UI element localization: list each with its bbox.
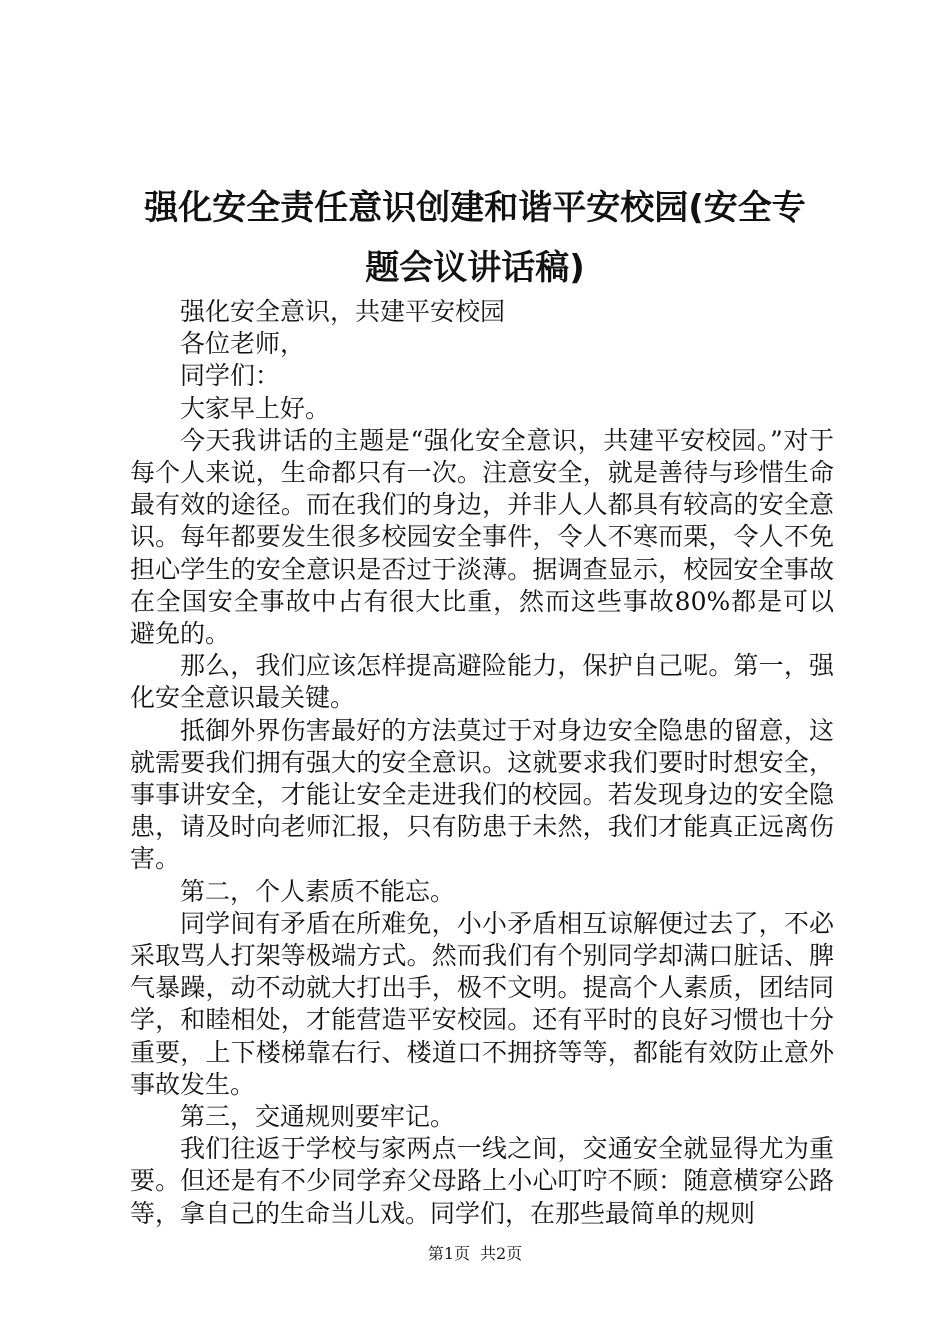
page-total: 共2页	[480, 1244, 523, 1263]
title-line-1: 强化安全责任意识创建和谐平安校园(安全专	[144, 188, 806, 228]
paragraph: 今天我讲话的主题是“强化安全意识，共建平安校园。”对于每个人来说，生命都只有一次。注意安全，就是善待与珍惜生命最有效的途径。而在我们的身边，并非人人都具有较高的安全意识。每年都要发生很多校园安全事件，令人不寒而栗，令人不免担心学生的安全意识是否过于淡薄。据调查显示，校园安全事故在全国安全事故中占有很大比重，然而这些事故80%都是可以避免的。	[130, 425, 834, 649]
paragraph: 抵御外界伤害最好的方法莫过于对身边安全隐患的留意，这就需要我们拥有强大的安全意识。这就要求我们要时时想安全，事事讲安全，才能让安全走进我们的校园。若发现身边的安全隐患，请及时向老师汇报，只有防患于未然，我们才能真正远离伤害。	[130, 715, 834, 874]
paragraph: 我们往返于学校与家两点一线之间，交通安全就显得尤为重要。但还是有不少同学弃父母路上小心叮咛不顾：随意横穿公路等，拿自己的生命当儿戏。同学们，在那些最简单的规则	[130, 1134, 834, 1228]
page-number: 第1页	[427, 1244, 470, 1263]
paragraph: 第三，交通规则要牢记。	[180, 1102, 456, 1132]
paragraph: 同学们：	[180, 361, 281, 391]
paragraph: 强化安全意识，共建平安校园	[180, 297, 506, 326]
document-title	[120, 178, 830, 298]
paragraph: 第二，个人素质不能忘。	[180, 876, 456, 906]
title-line-2: 题会议讲话稿)	[365, 248, 585, 288]
paragraph: 那么，我们应该怎样提高避险能力，保护自己呢。第一，强化安全意识最关键。	[130, 651, 834, 713]
document-body	[130, 296, 834, 1230]
paragraph: 各位老师，	[180, 329, 306, 359]
page-footer	[0, 1244, 950, 1264]
paragraph: 同学间有矛盾在所难免，小小矛盾相互谅解便过去了，不必采取骂人打架等极端方式。然而我们有个别同学却满口脏话、脾气暴躁，动不动就大打出手，极不文明。提高个人素质，团结同学，和睦相处，才能营造平安校园。还有平时的良好习惯也十分重要，上下楼梯靠右行、楼道口不拥挤等等，都能有效防止意外事故发生。	[130, 908, 834, 1099]
paragraph: 大家早上好。	[180, 393, 331, 423]
